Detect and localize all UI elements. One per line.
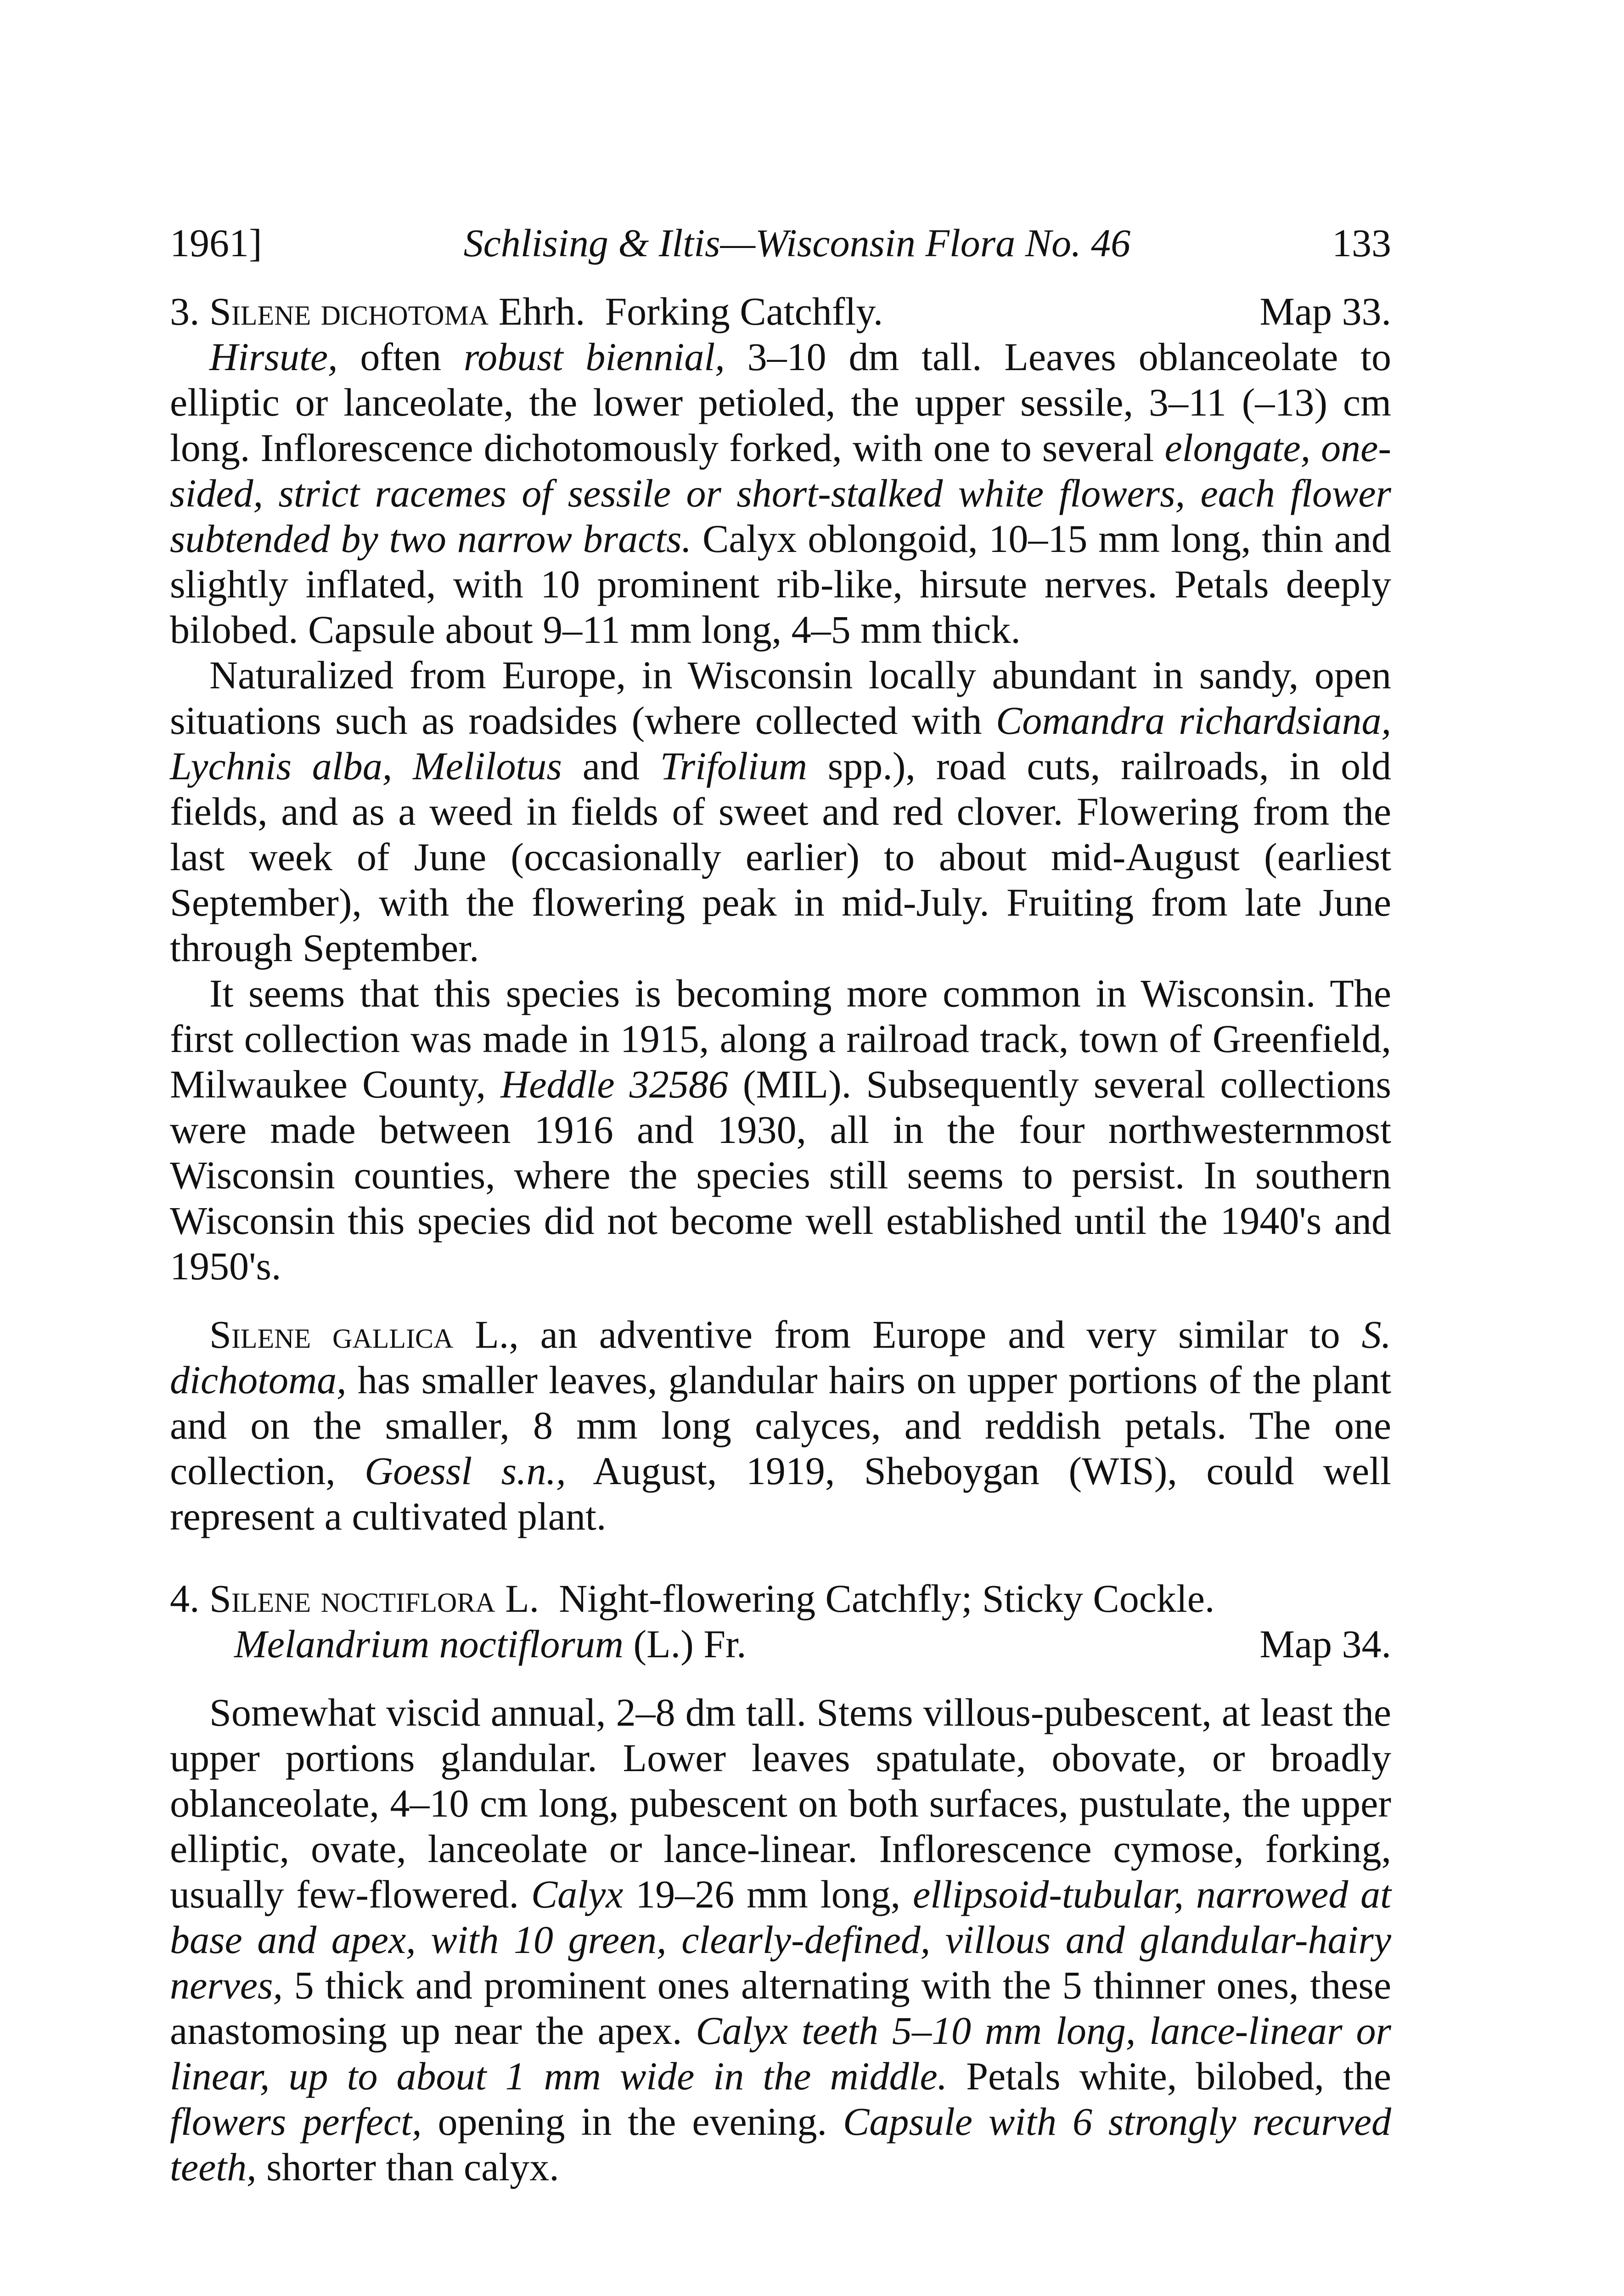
desc-text: Petals white, bilobed, the [947, 2054, 1392, 2098]
entry-number: 4. [170, 1576, 200, 1621]
desc-italic: Calyx teeth 5–10 mm long, lance-linear or linear, up to about 1 mm wide in the middle. [170, 2009, 1391, 2098]
note-text: L., an adventive from Europe and very similar to [453, 1312, 1362, 1356]
note-text: has smaller leaves, glandular hairs on upper portions of the plant and on the smaller, 8 mm long calyces, and reddish petals. The one collection, [170, 1358, 1391, 1493]
desc-text: 3–10 dm tall. Leaves oblanceolate to elliptic or lanceolate, the lower petioled, the upper sessile, 3–11 (–13) cm long. Inflorescence dichotomously forked, with one to several [170, 335, 1392, 470]
synonym-line [170, 1621, 1391, 1667]
genus-name: Silene [209, 289, 311, 333]
species-author: Ehrh. [498, 289, 585, 333]
note-italic: Goessl s.n., [365, 1449, 566, 1493]
running-head-title: Schlising & Iltis—Wisconsin Flora No. 46 [463, 221, 1131, 265]
note-italic: S. dichotoma, [170, 1312, 1392, 1402]
species-heading-left [170, 1576, 1214, 1621]
species-heading-silene-dichotoma [170, 289, 1391, 334]
desc-text: Somewhat viscid annual, 2–8 dm tall. Stems villous-pubescent, at least the upper portions glandular. Lower leaves spatulate, obovate, or broadly oblanceolate, 4–10 cm long, pubescent on both surfaces, pustulate, the upper elliptic, ovate, lanceolate or lance-linear. Inflorescence cymose, forking, usually few-flowered. [170, 1690, 1391, 1916]
desc-italic: robust biennial, [463, 335, 725, 379]
species-heading-left [170, 289, 883, 334]
common-name: Forking Catchfly. [605, 289, 883, 333]
species-description [170, 1690, 1391, 2190]
map-reference: Map 33. [1259, 289, 1391, 333]
desc-italic: elongate, one-sided, strict racemes of sessile or short-stalked white flowers, each flower subtended by two narrow bracts. [170, 426, 1391, 561]
running-head [170, 220, 1391, 266]
desc-text: often [337, 335, 464, 379]
history-text: (MIL). Subsequently several collections were made between 1916 and 1930, all in the four northwesternmost Wisconsin counties, where the species still seems to persist. In southern Wisconsin this species did not become well established until the 1940's and 1950's. [170, 1062, 1392, 1288]
desc-text: Calyx oblongoid, 10–15 mm long, thin and slightly inflated, with 10 prominent rib-like, hirsute nerves. Petals deeply bilobed. Capsule about 9–11 mm long, 4–5 mm thick. [170, 517, 1391, 652]
species-description [170, 334, 1391, 653]
desc-text: shorter than calyx. [256, 2145, 559, 2189]
genus-name: Silene [209, 1576, 311, 1621]
desc-text: opening in the evening. [421, 2099, 843, 2144]
species-epithet: dichotoma [320, 289, 489, 333]
spacer [170, 1539, 1391, 1576]
desc-italic: Capsule with 6 strongly recurved teeth, [170, 2099, 1391, 2189]
dist-italic: Trifolium [660, 744, 807, 788]
synonym-name: Melandrium noctiflorum [234, 1622, 624, 1666]
common-name: Night-flowering Catchfly; Sticky Cockle. [559, 1576, 1215, 1621]
species-author: L. [505, 1576, 539, 1621]
note-text: August, 1919, Sheboygan (WIS), could well represent a cultivated plant. [170, 1449, 1391, 1538]
species-epithet: gallica [332, 1312, 454, 1356]
desc-text: 19–26 mm long, [623, 1872, 913, 1916]
spacer [170, 1667, 1391, 1690]
desc-italic: Calyx [531, 1872, 624, 1916]
silene-gallica-note [170, 1312, 1391, 1539]
desc-italic: ellipsoid-tubular, narrowed at base and apex, with 10 green, clearly-defined, villous and glandular-hairy nerves, [170, 1872, 1391, 2007]
history-text: It seems that this species is becoming more common in Wisconsin. The first collection was made in 1915, along a railroad track, town of Greenfield, Milwaukee County, [170, 971, 1391, 1106]
distribution-paragraph [170, 653, 1391, 971]
running-head-year: 1961] [170, 221, 262, 265]
species-epithet: noctiflora [320, 1576, 495, 1621]
desc-italic: Hirsute, [209, 335, 338, 379]
spacer [170, 1289, 1391, 1312]
dist-text: Naturalized from Europe, in Wisconsin locally abundant in sandy, open situations such as roadsides (where collected with [170, 653, 1391, 743]
document-page [170, 220, 1391, 2190]
synonym [234, 1621, 747, 1667]
history-paragraph [170, 971, 1391, 1289]
species-heading-silene-noctiflora [170, 1576, 1391, 1621]
dist-italic: Comandra richardsiana, Lychnis alba, Melilotus [170, 698, 1391, 788]
page-number: 133 [1332, 221, 1391, 265]
synonym-author: (L.) Fr. [633, 1622, 747, 1666]
dist-text: spp.), road cuts, railroads, in old fields, and as a weed in fields of sweet and red clover. Flowering from the last week of June (occasionally earlier) to about mid-August (earliest September), with the flowering peak in mid-July. Fruiting from late June through September. [170, 744, 1392, 970]
entry-number: 3. [170, 289, 200, 333]
desc-italic: flowers perfect, [170, 2099, 422, 2144]
history-italic: Heddle 32586 [500, 1062, 728, 1106]
desc-text: 5 thick and prominent ones alternating with the 5 thinner ones, these anastomosing up near the apex. [170, 1963, 1391, 2053]
dist-text: and [562, 744, 660, 788]
map-reference: Map 34. [1259, 1622, 1391, 1666]
genus-name: Silene [209, 1312, 311, 1356]
